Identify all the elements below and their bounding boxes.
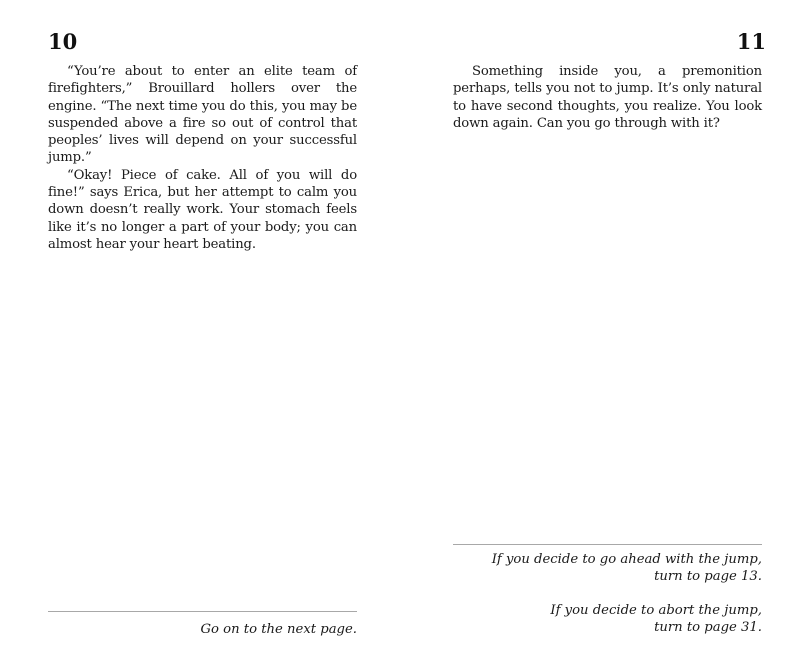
page-body — [453, 63, 762, 132]
instruction-text: Go on to the next page. — [200, 622, 357, 637]
right-page — [405, 0, 810, 665]
choice-go-ahead — [492, 551, 762, 585]
choice-condition: If you decide to abort the jump, — [550, 603, 762, 618]
page-number: 11 — [736, 29, 766, 54]
page-body — [48, 63, 357, 253]
paragraph: “Okay! Piece of cake. All of you will do fine!” says Erica, but her attempt to calm you down doesn’t really work. Your stomach feels like it’s no longer a part of your body; you can almost hear your heart beating. — [48, 167, 357, 252]
divider — [453, 544, 762, 545]
divider — [48, 611, 357, 612]
paragraph: “You’re about to enter an elite team of firefighters,” Brouillard hollers over the engine. “The next time you do this, you may be suspended above a fire so out of control that peoples’ lives will depend on your successful jump.” — [48, 64, 357, 166]
paragraph: Something inside you, a premonition perhaps, tells you not to jump. It’s only natural to have second thoughts, you realize. You look down again. Can you go through with it? — [453, 64, 762, 131]
choice-condition: If you decide to go ahead with the jump, — [491, 552, 762, 567]
next-page-instruction — [201, 621, 357, 638]
choice-abort — [550, 602, 762, 636]
page-number: 10 — [48, 29, 78, 54]
choice-instruction: turn to page 13. — [654, 569, 762, 584]
choice-instruction: turn to page 31. — [654, 620, 762, 635]
